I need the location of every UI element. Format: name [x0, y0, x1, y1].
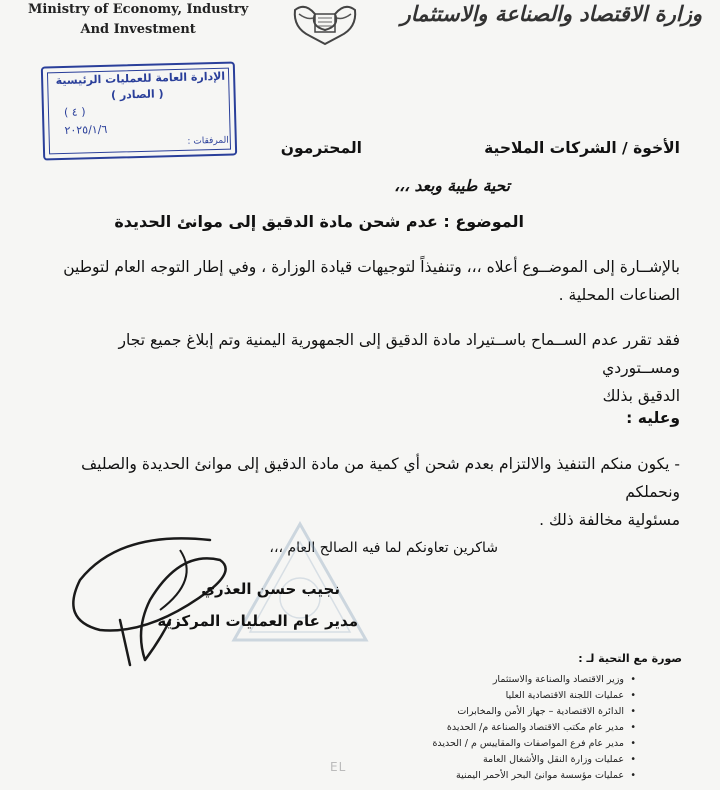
- paragraph-1: [40, 253, 680, 309]
- greeting: تحية طيبة وبعد ،،،: [394, 177, 510, 195]
- honorific: المحترمون: [280, 139, 362, 157]
- stamp-outgoing-label: ( الصادر ): [110, 87, 164, 102]
- stamp-date: ٢٠٢٥/١/٦: [64, 122, 108, 137]
- office-stamp: [41, 61, 237, 160]
- cc-item: • مدير عام مكتب الاقتصاد والصناعة م/ الحديدة: [376, 720, 636, 736]
- subject-label: الموضوع :: [443, 212, 524, 231]
- footer-watermark: EL: [330, 760, 347, 774]
- paragraph-1-line2: الصناعات المحلية .: [558, 286, 680, 304]
- emblem-icon: [285, 0, 365, 48]
- paragraph-2-line1: فقد تقرر عدم الســماح باســتيراد مادة الدقيق إلى الجمهورية اليمنية وتم إبلاغ جميع تجار ومســتوردي: [118, 331, 680, 377]
- ministry-name-arabic: وزارة الاقتصاد والصناعة والاستثمار: [400, 2, 702, 26]
- instruction-line2: مسئولية مخالفة ذلك .: [539, 511, 680, 529]
- cc-item: • عمليات وزارة النقل والأشغال العامة: [376, 752, 636, 768]
- stamp-attachments-label: المرفقات :: [187, 135, 229, 147]
- paragraph-1-line1: بالإشــارة إلى الموضــوع أعلاه ،،، وتنفيذاً لتوجيهات قيادة الوزارة ، وفي إطار التوجه العام لتوطين: [63, 258, 680, 276]
- instruction-line1: - يكون منكم التنفيذ والالتزام بعدم شحن أي كمية من مادة الدقيق إلى موانئ الحديدة والصليف ونحملكم: [81, 455, 680, 501]
- signatory-name: نجيب حسن العذري: [201, 580, 340, 598]
- paragraph-2: [40, 326, 680, 410]
- cc-item: • وزير الاقتصاد والصناعة والاستثمار: [376, 672, 636, 688]
- cc-list: [376, 672, 636, 784]
- ministry-name-english-line2: And Investment: [80, 22, 196, 37]
- cc-item: • عمليات اللجنة الاقتصادية العليا: [376, 688, 636, 704]
- paragraph-2-line2: الدقيق بذلك: [602, 387, 680, 405]
- cc-item: • عمليات مؤسسة موانئ البحر الأحمر اليمنية: [376, 768, 636, 784]
- subject-text: عدم شحن مادة الدقيق إلى موانئ الحديدة: [114, 212, 438, 231]
- signatory-title: مدير عام العمليات المركزية: [157, 612, 358, 630]
- stamp-department: الإدارة العامة للعمليات الرئيسية: [55, 69, 226, 88]
- cc-item: • الدائرة الاقتصادية – جهاز الأمن والمخابرات: [376, 704, 636, 720]
- subject-line: [114, 208, 524, 236]
- cc-item: • مدير عام فرع المواصفات والمقاييس م / الحديدة: [376, 736, 636, 752]
- cc-heading: صورة مع التحية لـ :: [578, 652, 682, 665]
- closing: شاكرين تعاونكم لما فيه الصالح العام ،،،: [269, 540, 498, 556]
- stamp-number: ( ٤ ): [63, 105, 86, 119]
- recipient: الأخوة / الشركات الملاحية: [484, 139, 680, 157]
- ministry-name-english-line1: Ministry of Economy, Industry: [28, 2, 249, 17]
- ministry-name-english: [28, 0, 248, 40]
- therefore-label: وعليه :: [626, 409, 680, 427]
